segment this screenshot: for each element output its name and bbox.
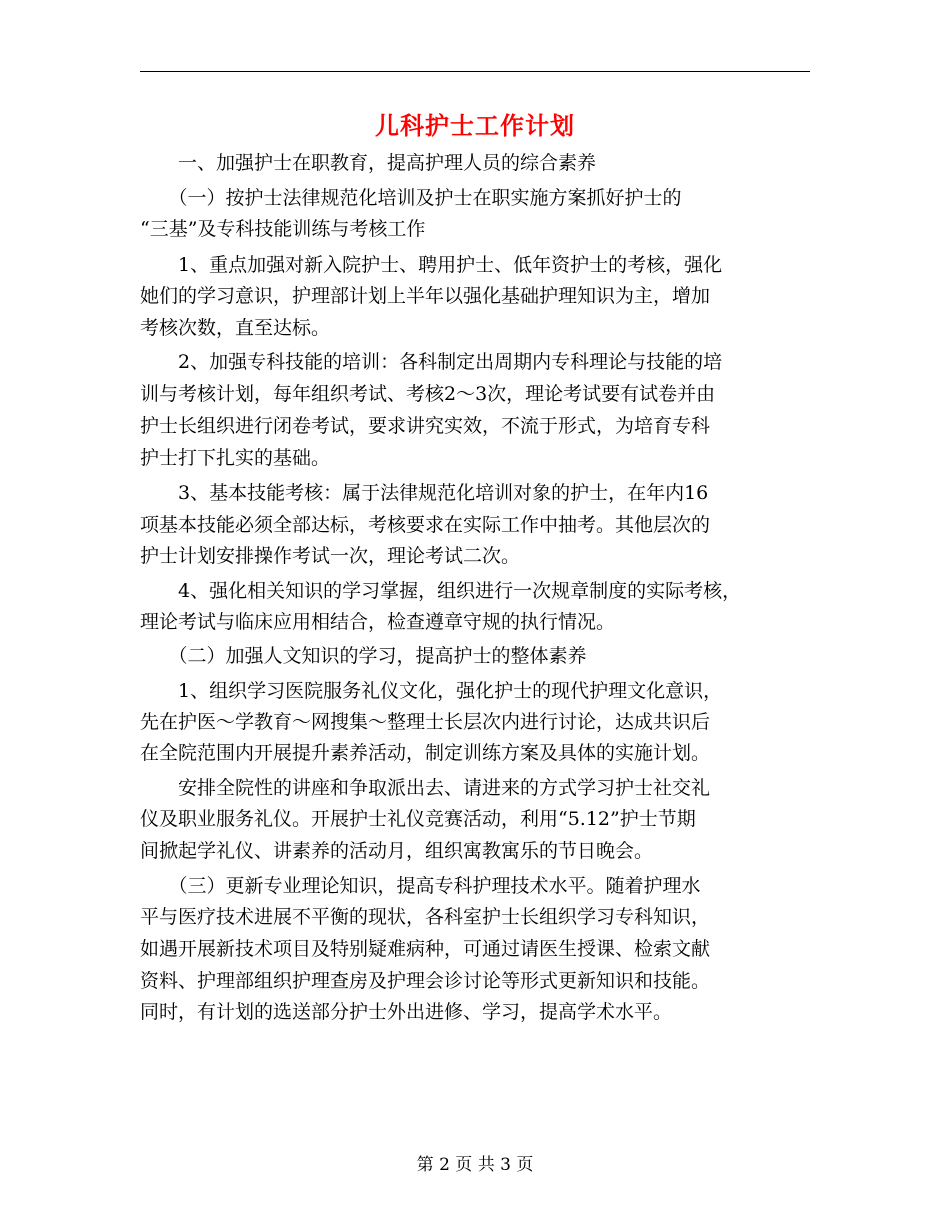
body-line-16: （二）加强人文知识的学习，提高护士的整体素养: [140, 645, 587, 667]
body-line-9: 护士长组织进行闭卷考试，要求讲究实效，不流于形式，为培育专科: [140, 415, 711, 437]
body-line-19: 在全院范围内开展提升素养活动，制定训练方案及具体的实施计划。: [140, 742, 711, 764]
body-line-1: 一、加强护士在职教育，提高护理人员的综合素养: [140, 152, 597, 174]
body-line-25: 如遇开展新技术项目及特别疑难病种，可通过请医生授课、检索文献: [140, 938, 711, 960]
body-line-2: （一）按护士法律规范化培训及护士在职实施方案抓好护士的: [140, 187, 682, 209]
body-line-24: 平与医疗技术进展不平衡的现状，各科室护士长组织学习专科知识，: [140, 906, 711, 928]
body-line-15: 理论考试与临床应用相结合，检查遵章守规的执行情况。: [140, 611, 616, 633]
body-line-8: 训与考核计划，每年组织考试、考核2～3次，理论考试要有试卷并由: [140, 383, 716, 405]
body-line-22: 间掀起学礼仪、讲素养的活动月，组织寓教寓乐的节日晚会。: [140, 840, 654, 862]
body-line-7: 2、加强专科技能的培训：各科制定出周期内专科理论与技能的培: [140, 351, 723, 373]
body-line-27: 同时，有计划的选送部分护士外出进修、学习，提高学术水平。: [140, 1001, 673, 1023]
body-line-5: 她们的学习意识，护理部计划上半年以强化基础护理知识为主，增加: [140, 285, 711, 307]
header-rule: [140, 71, 810, 72]
body-line-26: 资料、护理部组织护理查房及护理会诊讨论等形式更新知识和技能。: [140, 970, 711, 992]
body-line-11: 3、基本技能考核：属于法律规范化培训对象的护士，在年内16: [140, 482, 709, 504]
body-line-12: 项基本技能必须全部达标，考核要求在实际工作中抽考。其他层次的: [140, 514, 711, 536]
page-number: 第 2 页 共 3 页: [416, 1155, 534, 1175]
body-line-21: 仪及职业服务礼仪。开展护士礼仪竞赛活动，利用“5.12”护士节期: [140, 808, 696, 830]
document-title: 儿科护士工作计划: [375, 111, 575, 140]
body-line-13: 护士计划安排操作考试一次，理论考试二次。: [140, 545, 521, 567]
body-line-3: “三基”及专科技能训练与考核工作: [140, 218, 426, 240]
body-line-17: 1、组织学习医院服务礼仪文化，强化护士的现代护理文化意识，: [140, 680, 723, 702]
body-line-10: 护士打下扎实的基础。: [140, 447, 331, 469]
body-line-20: 安排全院性的讲座和争取派出去、请进来的方式学习护士社交礼: [140, 777, 711, 799]
body-line-4: 1、重点加强对新入院护士、聘用护士、低年资护士的考核，强化: [140, 254, 723, 276]
body-line-18: 先在护医～学教育～网搜集～整理士长层次内进行讨论，达成共识后: [140, 711, 711, 733]
body-line-6: 考核次数，直至达标。: [140, 317, 331, 339]
body-line-14: 4、强化相关知识的学习掌握，组织进行一次规章制度的实际考核，: [140, 580, 742, 602]
body-line-23: （三）更新专业理论知识，提高专科护理技术水平。随着护理水: [140, 875, 701, 897]
